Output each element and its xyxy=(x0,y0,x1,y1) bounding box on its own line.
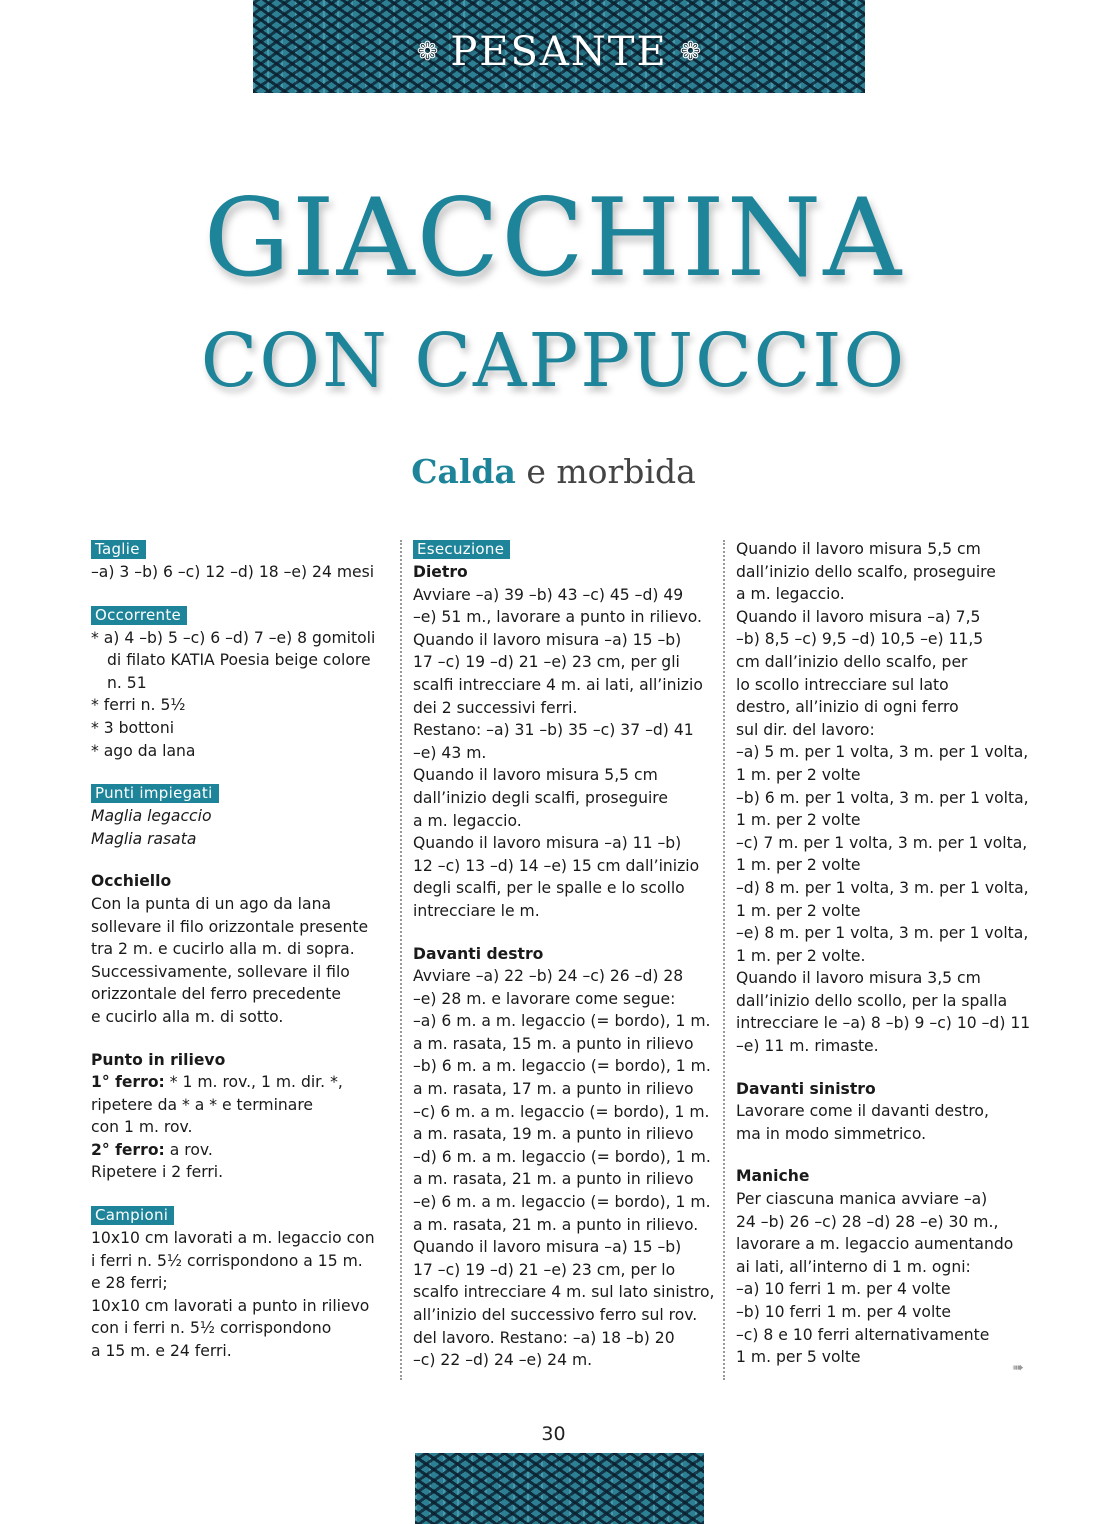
text-line: dall’inizio dello scalfo, proseguire xyxy=(736,562,996,581)
subtitle-rest: e morbida xyxy=(526,452,696,491)
text-line: –e) 6 m. a m. legaccio (= bordo), 1 m. xyxy=(413,1193,711,1212)
maniche-text xyxy=(736,1188,1036,1369)
text-line: Quando il lavoro misura –a) 15 –b) xyxy=(413,630,682,649)
davanti-destro-text xyxy=(413,965,715,1372)
text-line: a 15 m. e 24 ferri. xyxy=(91,1342,232,1361)
text-line: dall’inizio dello scollo, per la spalla xyxy=(736,991,1008,1010)
text-line: Avviare –a) 22 –b) 24 –c) 26 –d) 28 xyxy=(413,967,684,986)
rilievo-row-2 xyxy=(91,1139,389,1162)
text-line: cm dall’inizio dello scalfo, per xyxy=(736,652,968,671)
list-item-continued: n. 51 xyxy=(107,673,147,692)
text-line: Ripetere i 2 ferri. xyxy=(91,1163,224,1182)
section-heading-campioni: Campioni xyxy=(91,1206,174,1225)
text-line: a m. rasata, 15 m. a punto in rilievo xyxy=(413,1034,694,1053)
text-line: –c) 7 m. per 1 volta, 3 m. per 1 volta, xyxy=(736,833,1028,852)
column-3 xyxy=(736,538,1036,1369)
subtitle xyxy=(0,452,1107,491)
title-line-2: CON CAPPUCCIO xyxy=(200,318,907,404)
column-2 xyxy=(413,538,715,1372)
campioni-text xyxy=(91,1227,389,1363)
davanti-destro-continued xyxy=(736,538,1036,1058)
text-line: Quando il lavoro misura –a) 11 –b) xyxy=(413,834,682,853)
dietro-heading: Dietro xyxy=(413,563,468,581)
row-text: * 1 m. rov., 1 m. dir. *, xyxy=(164,1073,343,1092)
text-line: e cucirlo alla m. di sotto. xyxy=(91,1007,284,1026)
text-line: Quando il lavoro misura 5,5 cm xyxy=(736,540,981,558)
column-divider xyxy=(723,540,725,1380)
text-line: intrecciare le –a) 8 –b) 9 –c) 10 –d) 11 xyxy=(736,1014,1031,1033)
text-line: Quando il lavoro misura –a) 7,5 xyxy=(736,607,981,626)
text-line: scalfi intrecciare 4 m. ai lati, all’inizio xyxy=(413,675,703,694)
text-line: Lavorare come il davanti destro, xyxy=(736,1102,989,1121)
list-item: * ferri n. 5½ xyxy=(91,696,186,715)
text-line: con i ferri n. 5½ corrispondono xyxy=(91,1319,332,1338)
text-line: –a) 6 m. a m. legaccio (= bordo), 1 m. xyxy=(413,1012,711,1031)
text-line: e 28 ferri; xyxy=(91,1274,168,1293)
text-line: 10x10 cm lavorati a punto in rilievo xyxy=(91,1296,370,1315)
text-line: –c) 8 e 10 ferri alternativamente xyxy=(736,1325,990,1344)
text-line: Restano: –a) 31 –b) 35 –c) 37 –d) 41 xyxy=(413,721,694,740)
section-heading-esecuzione: Esecuzione xyxy=(413,540,510,559)
arrow-right-icon: ➠ xyxy=(1012,1360,1024,1376)
text-line: 10x10 cm lavorati a m. legaccio con xyxy=(91,1229,375,1248)
row-label: 2° ferro: xyxy=(91,1140,165,1159)
text-line: sollevare il filo orizzontale presente xyxy=(91,917,369,936)
text-line: –e) 51 m., lavorare a punto in rilievo. xyxy=(413,608,702,627)
text-line: –b) 8,5 –c) 9,5 –d) 10,5 –e) 11,5 xyxy=(736,630,984,649)
flower-icon: ❁ xyxy=(416,36,439,67)
header-band xyxy=(253,0,865,93)
section-heading-occorrente: Occorrente xyxy=(91,606,187,625)
text-line: 24 –b) 26 –c) 28 –d) 28 –e) 30 m., xyxy=(736,1212,999,1231)
stitch-name: Maglia legaccio xyxy=(91,807,212,826)
davanti-sinistro-text xyxy=(736,1100,1036,1145)
text-line: a m. legaccio. xyxy=(413,811,522,830)
stitch-name: Maglia rasata xyxy=(91,829,197,848)
text-line: Avviare –a) 39 –b) 43 –c) 45 –d) 49 xyxy=(413,585,684,604)
text-line: 1 m. per 2 volte xyxy=(736,811,861,830)
text-line: dall’inizio degli scalfi, proseguire xyxy=(413,788,668,807)
text-line: –e) 8 m. per 1 volta, 3 m. per 1 volta, xyxy=(736,924,1029,943)
text-line: –e) 11 m. rimaste. xyxy=(736,1037,879,1056)
text-line: a m. rasata, 19 m. a punto in rilievo xyxy=(413,1125,694,1144)
occhiello-heading: Occhiello xyxy=(91,872,172,891)
text-line: 1 m. per 2 volte xyxy=(736,765,861,784)
list-item: * a) 4 –b) 5 –c) 6 –d) 7 –e) 8 gomitoli xyxy=(91,628,376,647)
section-heading-punti: Punti impiegati xyxy=(91,784,219,803)
text-line: 1 m. per 2 volte xyxy=(736,856,861,875)
text-line: ma in modo simmetrico. xyxy=(736,1124,927,1143)
text-line: –a) 10 ferri 1 m. per 4 volte xyxy=(736,1280,951,1299)
text-line: intrecciare le m. xyxy=(413,901,540,920)
flower-icon: ❁ xyxy=(679,36,702,67)
footer-band xyxy=(415,1453,704,1524)
text-line: Quando il lavoro misura 3,5 cm xyxy=(736,969,981,988)
row-text: a rov. xyxy=(164,1140,213,1159)
subtitle-accent: Calda xyxy=(411,452,516,491)
list-item: * 3 bottoni xyxy=(91,718,175,737)
text-line: –b) 6 m. a m. legaccio (= bordo), 1 m. xyxy=(413,1057,711,1076)
text-line: destro, all’inizio di ogni ferro xyxy=(736,698,959,717)
text-line: sul dir. del lavoro: xyxy=(736,720,875,739)
section-heading-taglie: Taglie xyxy=(91,540,146,559)
text-line: con 1 m. rov. xyxy=(91,1118,193,1137)
text-line: all’inizio del successivo ferro sul rov. xyxy=(413,1306,698,1324)
text-line: 17 –c) 19 –d) 21 –e) 23 cm, per lo xyxy=(413,1260,676,1279)
text-line: 12 –c) 13 –d) 14 –e) 15 cm dall’inizio xyxy=(413,856,700,875)
title-line-1: GIACCHINA xyxy=(203,176,904,301)
text-line: Quando il lavoro misura 5,5 cm xyxy=(413,766,658,785)
davanti-sinistro-heading: Davanti sinistro xyxy=(736,1079,876,1098)
occorrente-list xyxy=(91,627,389,763)
taglie-text: –a) 3 –b) 6 –c) 12 –d) 18 –e) 24 mesi xyxy=(91,563,375,581)
text-line: 1 m. per 2 volte. xyxy=(736,946,866,965)
dietro-text xyxy=(413,584,709,923)
davanti-destro-heading: Davanti destro xyxy=(413,944,544,963)
rilievo-heading: Punto in rilievo xyxy=(91,1050,226,1069)
occhiello-text xyxy=(91,893,389,1029)
text-line: –d) 6 m. a m. legaccio (= bordo), 1 m. xyxy=(413,1147,711,1166)
text-line: Con la punta di un ago da lana xyxy=(91,894,332,913)
section-label: PESANTE xyxy=(450,28,668,75)
text-line: a m. rasata, 21 m. a punto in rilievo xyxy=(413,1170,694,1189)
text-line: 17 –c) 19 –d) 21 –e) 23 cm, per gli xyxy=(413,653,680,672)
text-line: –e) 43 m. xyxy=(413,743,487,762)
text-line: Successivamente, sollevare il filo xyxy=(91,962,350,981)
text-line: a m. rasata, 17 m. a punto in rilievo xyxy=(413,1080,694,1099)
text-line: i ferri n. 5½ corrispondono a 15 m. xyxy=(91,1251,363,1270)
text-line: –e) 28 m. e lavorare come segue: xyxy=(413,989,676,1008)
column-divider xyxy=(400,540,402,1380)
page-number: 30 xyxy=(541,1423,566,1445)
text-line: lo scollo intrecciare sul lato xyxy=(736,675,949,694)
maniche-heading: Maniche xyxy=(736,1167,810,1186)
text-line: Per ciascuna manica avviare –a) xyxy=(736,1190,988,1209)
rilievo-row-1 xyxy=(91,1071,389,1094)
text-line: –c) 6 m. a m. legaccio (= bordo), 1 m. xyxy=(413,1102,710,1121)
text-line: –c) 22 –d) 24 –e) 24 m. xyxy=(413,1351,593,1370)
text-line: 1 m. per 5 volte xyxy=(736,1348,861,1367)
text-line: –a) 5 m. per 1 volta, 3 m. per 1 volta, xyxy=(736,743,1029,762)
text-line: orizzontale del ferro precedente xyxy=(91,985,342,1004)
text-line: ripetere da * a * e terminare xyxy=(91,1095,314,1114)
text-line: del lavoro. Restano: –a) 18 –b) 20 xyxy=(413,1328,675,1347)
text-line: –b) 10 ferri 1 m. per 4 volte xyxy=(736,1303,951,1321)
text-line: –d) 8 m. per 1 volta, 3 m. per 1 volta, xyxy=(736,878,1029,897)
column-1 xyxy=(91,538,389,1363)
list-item-continued: di filato KATIA Poesia beige colore xyxy=(107,651,371,670)
text-line: degli scalfi, per le spalle e lo scollo xyxy=(413,879,685,898)
list-item: * ago da lana xyxy=(91,741,196,760)
text-line: ai lati, all’interno di 1 m. ogni: xyxy=(736,1257,971,1276)
text-line: tra 2 m. e cucirlo alla m. di sopra. xyxy=(91,940,355,959)
text-line: 1 m. per 2 volte xyxy=(736,901,861,920)
text-line: a m. legaccio. xyxy=(736,585,845,604)
text-line: dei 2 successivi ferri. xyxy=(413,698,578,717)
text-line: –b) 6 m. per 1 volta, 3 m. per 1 volta, xyxy=(736,788,1029,807)
text-line: a m. rasata, 21 m. a punto in rilievo. xyxy=(413,1215,699,1234)
text-line: Quando il lavoro misura –a) 15 –b) xyxy=(413,1238,682,1257)
text-line: lavorare a m. legaccio aumentando xyxy=(736,1235,1014,1254)
row-label: 1° ferro: xyxy=(91,1073,165,1092)
text-line: scalfo intrecciare 4 m. sul lato sinistro, xyxy=(413,1283,715,1302)
